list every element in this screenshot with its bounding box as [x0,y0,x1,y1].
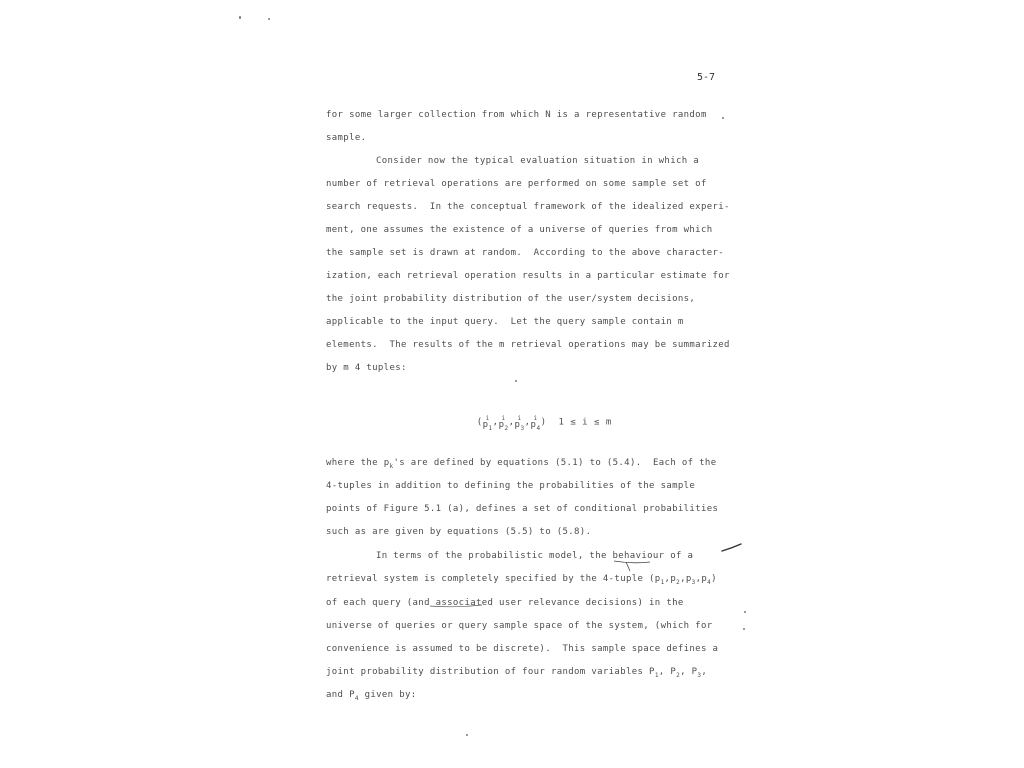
formula-open-paren: ( [476,417,483,428]
formula-range: 1 ≤ i ≤ m [558,417,612,428]
formula-superscript: i [501,415,506,422]
formula-symbol: p [530,420,537,430]
formula-term [482,415,493,432]
formula-symbol: p [498,420,505,430]
text-line: convenience is assumed to be discrete). This sample space defines a [326,644,719,654]
formula-comma: , [524,417,531,428]
scan-speck [744,611,746,613]
scan-speck [268,18,270,20]
text-line: joint probability distribution of four random variables $P_1$, $P_2$, $P_3$, [326,667,708,679]
scan-speck [466,734,468,736]
text-line: search requests. In the conceptual framework of the idealized experi- [326,202,730,212]
page-number: 5-7 [697,72,716,83]
formula-comma: , [508,417,515,428]
scan-speck [515,380,517,382]
text-line: retrieval system is completely specified by the 4-tuple $(p_1,p_2,p_3,p_4)$ [326,574,717,586]
scan-speck [239,16,241,19]
pen-stroke-underline [614,561,650,563]
text-line: the joint probability distribution of the user/system decisions, [326,294,696,304]
text-line: for some larger collection from which N is a representative random [326,110,707,120]
text-line: ment, one assumes the existence of a universe of queries from which [326,225,713,235]
formula-subscript: 1 [488,425,493,432]
formula-subscript: 2 [504,425,509,432]
text-line: and $P_4$ given by: [326,690,417,702]
scan-speck [722,117,724,119]
formula-symbol: p [514,420,521,430]
formula-term [514,415,525,432]
formula-comma: , [492,417,499,428]
text-line: such as are given by equations (5.5) to (5.8). [326,527,592,537]
text-line: Consider now the typical evaluation situation in which a [376,156,700,166]
text-line: ization, each retrieval operation results in a particular estimate for [326,271,730,281]
tuple-formula [453,405,612,439]
formula-superscript: i [517,415,522,422]
formula-subscript: 4 [536,425,541,432]
text-line: where the $p_k's$ are defined by equations (5.1) to (5.4). Each of the [326,458,717,470]
formula-close-paren: ) [540,417,547,428]
text-line: sample. [326,133,367,143]
formula-term [498,415,509,432]
pen-stroke-caret [626,562,630,571]
text-line: 4-tuples in addition to defining the probabilities of the sample [326,481,696,491]
text-line: of each query (and associated user relevance decisions) in the [326,598,684,608]
text-line: In terms of the probabilistic model, the behaviour of a [376,551,694,561]
scan-speck [743,628,745,630]
text-line: number of retrieval operations are performed on some sample set of [326,179,707,189]
text-line: points of Figure 5.1 (a), defines a set of conditional probabilities [326,504,719,514]
text-line: universe of queries or query sample space of the system, (which for [326,621,713,631]
pen-stroke-margin [722,544,741,551]
formula-term [530,415,541,432]
text-line: applicable to the input query. Let the query sample contain m [326,317,684,327]
formula-superscript: i [533,415,538,422]
formula-superscript: i [485,415,490,422]
formula-subscript: 3 [520,425,525,432]
text-line: by m 4 tuples: [326,363,407,373]
formula-symbol: p [482,420,489,430]
text-line: the sample set is drawn at random. According to the above character- [326,248,725,258]
text-line: elements. The results of the m retrieval operations may be summarized [326,340,730,350]
